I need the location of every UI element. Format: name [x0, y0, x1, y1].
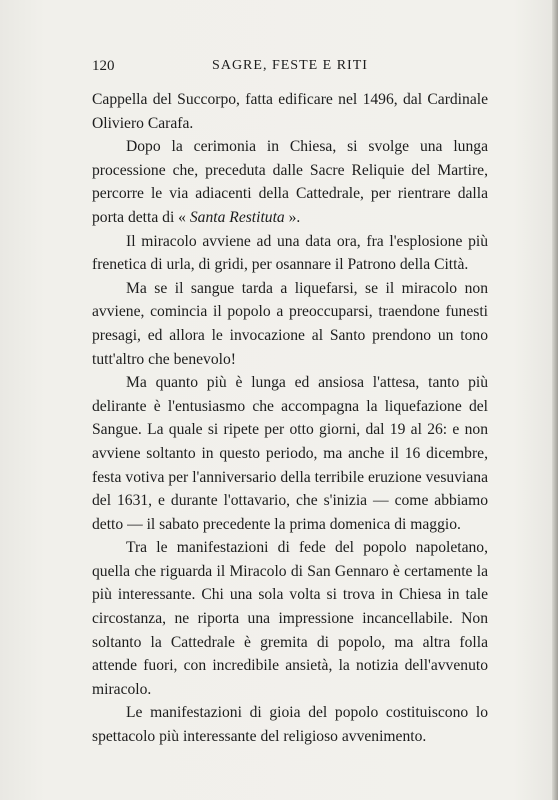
paragraph-2: Dopo la cerimonia in Chiesa, si svolge una lunga processione che, preceduta dalle Sacre Reliquie del Martire, percorre le via adiacenti della Cattedrale, per rientrare dalla porta detta di « Santa Restituta ». — [92, 138, 488, 226]
body-text — [92, 88, 488, 749]
paragraph-1: Cappella del Succorpo, fatta edificare nel 1496, dal Cardinale Oliviero Carafa. — [92, 91, 488, 132]
italic-phrase: Santa Restituta — [189, 208, 285, 226]
page-number: 120 — [92, 58, 115, 74]
paragraph-5: Ma quanto più è lunga ed ansiosa l'attesa, tanto più delirante è l'entusiasmo che accompagna la liquefazione del Sangue. La quale si ripete per otto giorni, dal 19 al 26: e non avviene soltanto in questo periodo, ma anche il 16 dicembre, festa votiva per l'anniversario della terribile eruzione vesuviana del 1631, e durante l'ottavario, che s'inizia — come abbiamo detto — il sabato precedente la prima domenica di maggio. — [92, 374, 488, 533]
paragraph-4: Ma se il sangue tarda a liquefarsi, se il miracolo non avviene, comincia il popolo a preoccuparsi, traendone funesti presagi, ed allora le invocazione al Santo prendono un tono tutt'altro che benevolo! — [92, 279, 488, 368]
page-edge-shadow — [552, 0, 558, 800]
paragraph-3: Il miracolo avviene ad una data ora, fra l'esplosione più frenetica di urla, di gridi, per osannare il Patrono della Città. — [92, 232, 488, 274]
paragraph-6: Tra le manifestazioni di fede del popolo napoletano, quella che riguarda il Miracolo di San Gennaro è certamente la più interessante. Chi una sola volta si trova in Chiesa in tale circostanza, ne riporta una impressione incancellabile. Non soltanto la Cattedrale è gremita di popolo, ma altra folla attende fuori, con incredibile ansietà, la notizia dell'avvenuto miracolo. — [92, 539, 488, 698]
page-header — [92, 58, 488, 78]
running-head: SAGRE, FESTE E RITI — [212, 58, 368, 73]
paragraph-7: Le manifestazioni di gioia del popolo costituiscono lo spettacolo più interessante del religioso avvenimento. — [92, 704, 488, 746]
